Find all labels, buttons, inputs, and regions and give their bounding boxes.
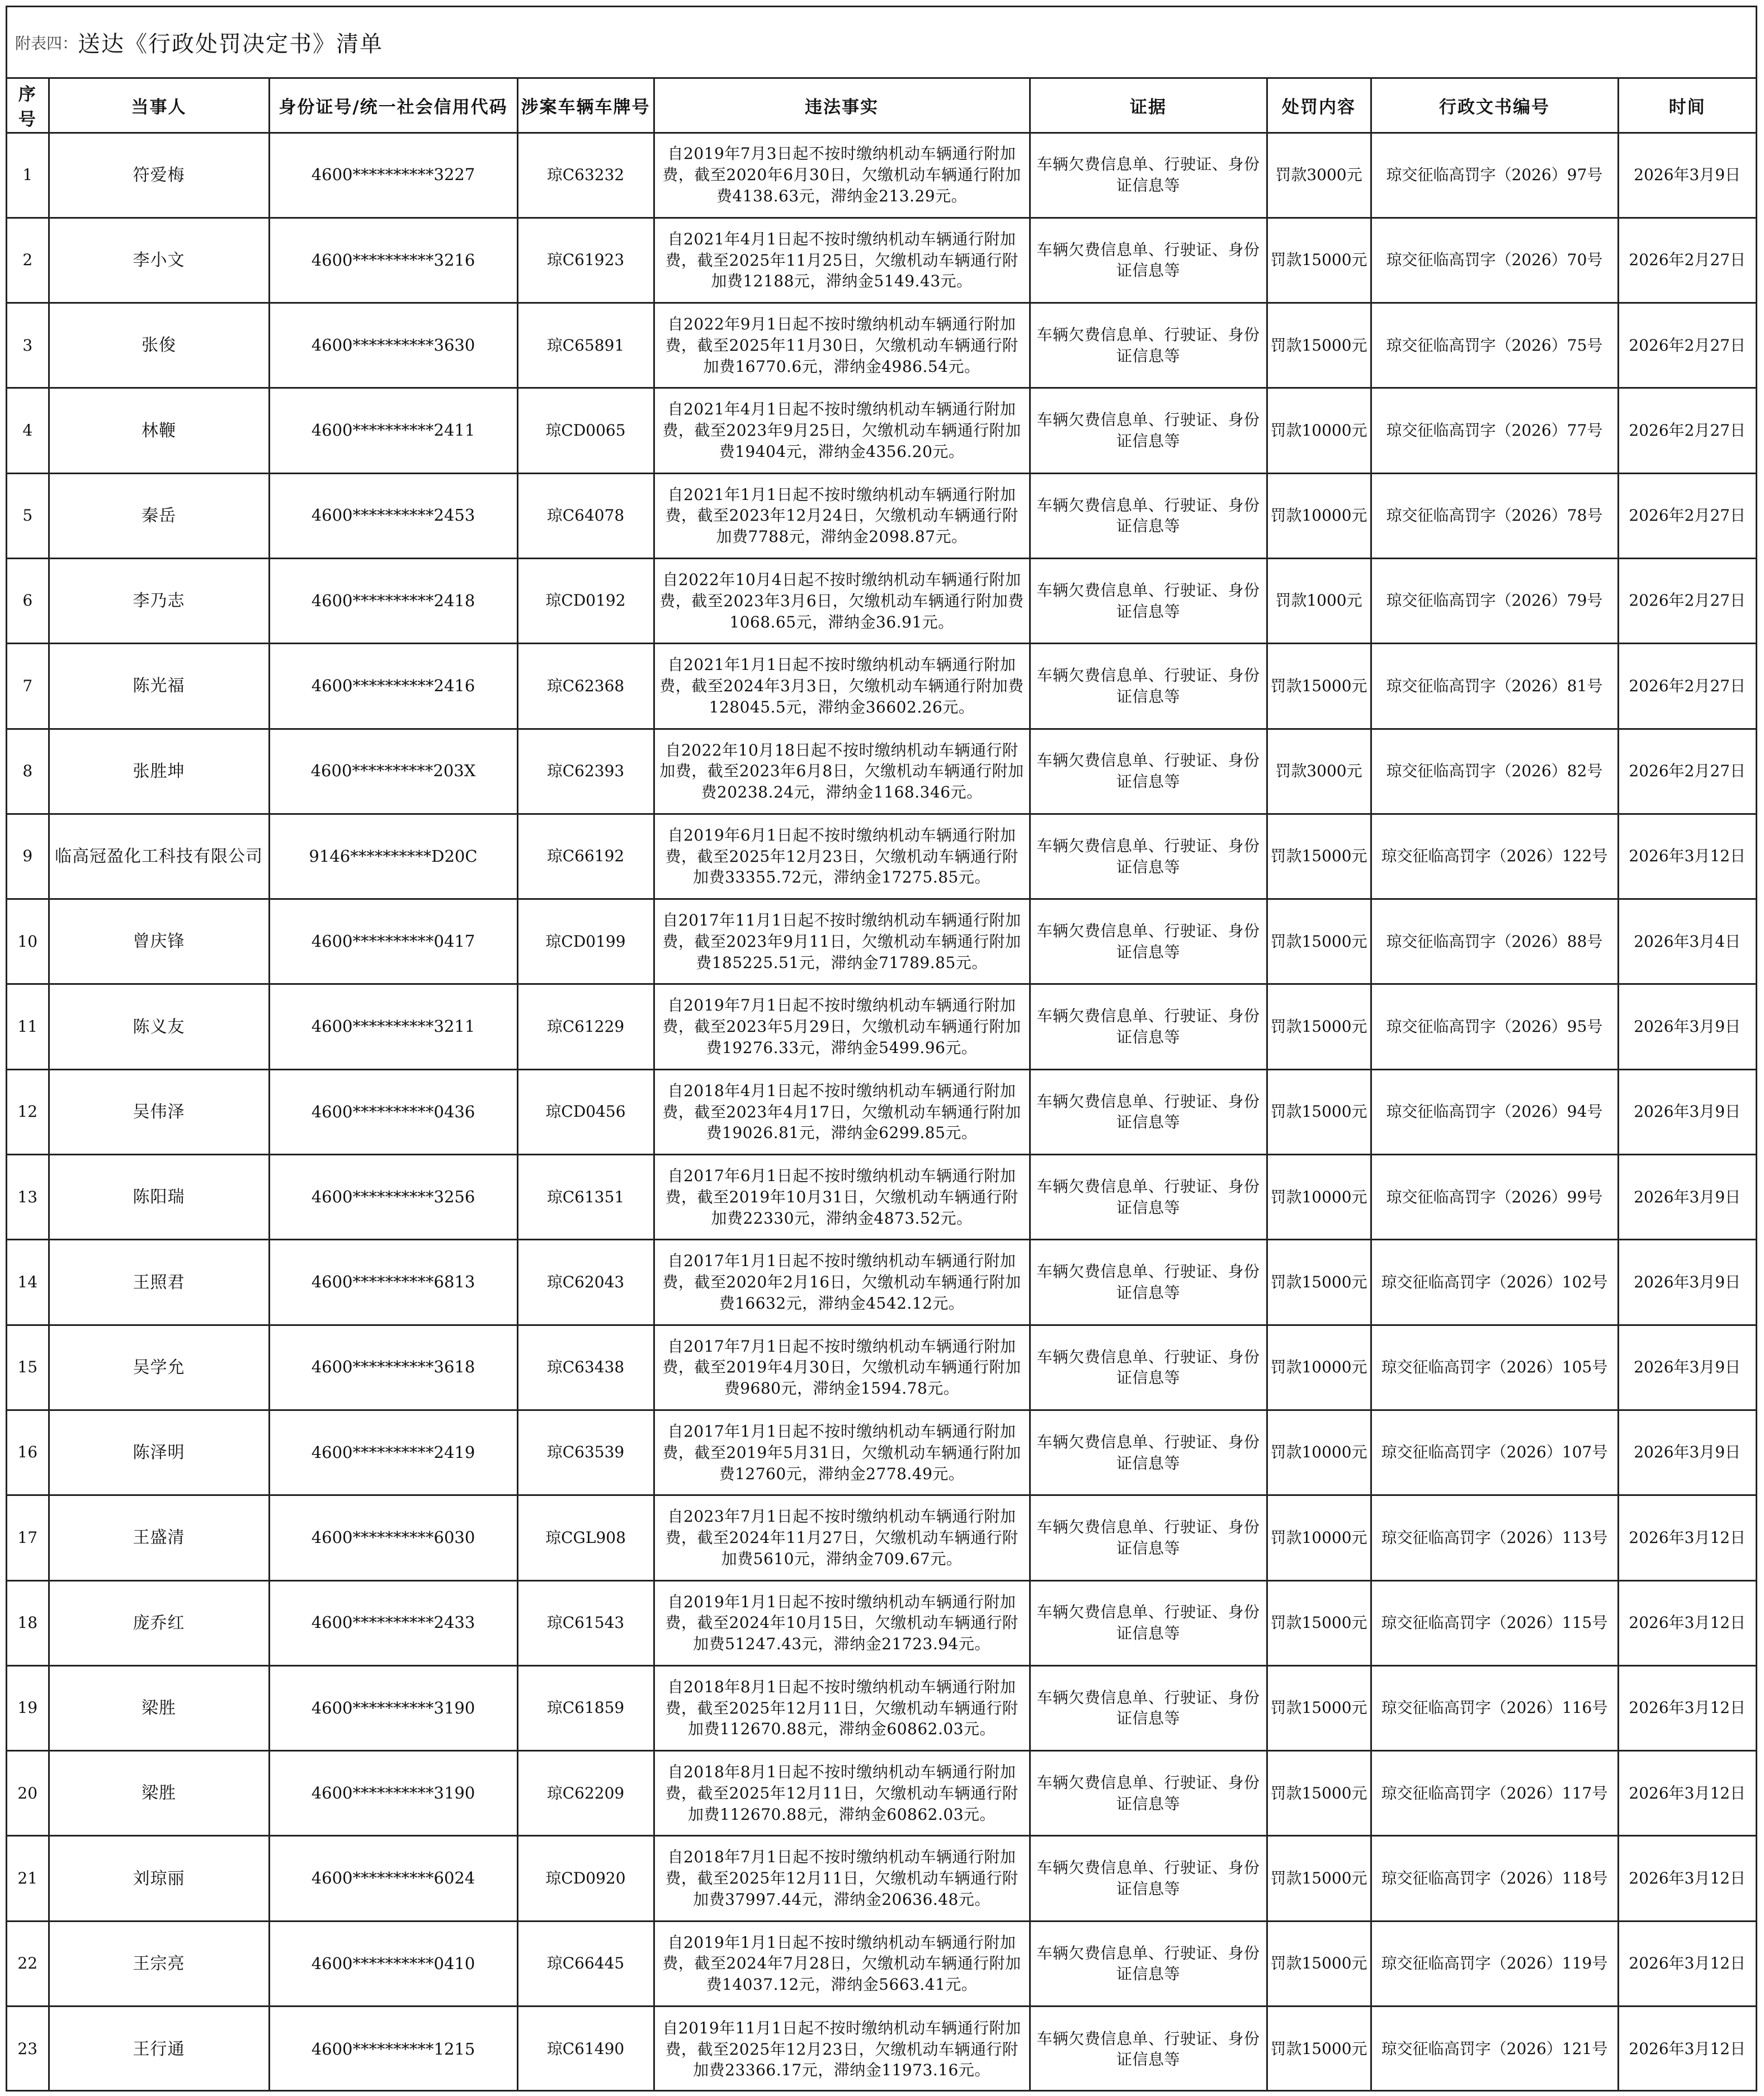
cell-evidence: 车辆欠费信息单、行驶证、身份证信息等	[1030, 1325, 1267, 1410]
cell-doc-number: 琼交征临高罚字（2026）113号	[1371, 1495, 1618, 1580]
cell-evidence: 车辆欠费信息单、行驶证、身份证信息等	[1030, 1751, 1267, 1836]
cell-penalty: 罚款15000元	[1267, 814, 1371, 899]
cell-id-number: 4600**********1215	[269, 2007, 517, 2092]
cell-penalty: 罚款10000元	[1267, 1495, 1371, 1580]
cell-penalty: 罚款15000元	[1267, 303, 1371, 388]
table-row	[7, 133, 1756, 218]
cell-party: 曾庆锋	[49, 899, 269, 984]
cell-no: 8	[7, 729, 49, 814]
cell-date: 2026年3月12日	[1618, 1836, 1756, 1921]
cell-id-number: 4600**********3216	[269, 218, 517, 303]
cell-id-number: 4600**********3630	[269, 303, 517, 388]
cell-plate: 琼CGL908	[517, 1495, 654, 1580]
cell-no: 9	[7, 814, 49, 899]
cell-penalty: 罚款15000元	[1267, 1751, 1371, 1836]
cell-id-number: 4600**********203X	[269, 729, 517, 814]
cell-date: 2026年2月27日	[1618, 473, 1756, 558]
cell-evidence: 车辆欠费信息单、行驶证、身份证信息等	[1030, 1240, 1267, 1325]
table-row	[7, 1325, 1756, 1410]
title-bar	[7, 7, 1756, 79]
cell-doc-number: 琼交征临高罚字（2026）94号	[1371, 1069, 1618, 1154]
cell-doc-number: 琼交征临高罚字（2026）70号	[1371, 218, 1618, 303]
cell-evidence: 车辆欠费信息单、行驶证、身份证信息等	[1030, 1580, 1267, 1665]
table-row	[7, 899, 1756, 984]
cell-evidence: 车辆欠费信息单、行驶证、身份证信息等	[1030, 558, 1267, 643]
table-row	[7, 984, 1756, 1069]
cell-doc-number: 琼交征临高罚字（2026）88号	[1371, 899, 1618, 984]
cell-plate: 琼CD0920	[517, 1836, 654, 1921]
cell-penalty: 罚款1000元	[1267, 558, 1371, 643]
cell-no: 20	[7, 1751, 49, 1836]
cell-date: 2026年3月9日	[1618, 1155, 1756, 1240]
cell-id-number: 4600**********2453	[269, 473, 517, 558]
cell-evidence: 车辆欠费信息单、行驶证、身份证信息等	[1030, 644, 1267, 729]
table-row	[7, 1495, 1756, 1580]
header-penalty: 处罚内容	[1267, 79, 1371, 133]
table-body	[7, 133, 1756, 2092]
header-row	[7, 79, 1756, 133]
cell-no: 7	[7, 644, 49, 729]
cell-party: 刘琼丽	[49, 1836, 269, 1921]
cell-plate: 琼CD0456	[517, 1069, 654, 1154]
cell-party: 陈光福	[49, 644, 269, 729]
cell-penalty: 罚款15000元	[1267, 899, 1371, 984]
cell-doc-number: 琼交征临高罚字（2026）102号	[1371, 1240, 1618, 1325]
cell-date: 2026年3月4日	[1618, 899, 1756, 984]
cell-evidence: 车辆欠费信息单、行驶证、身份证信息等	[1030, 814, 1267, 899]
attachment-label: 附表四：	[15, 34, 78, 53]
cell-plate: 琼CD0065	[517, 388, 654, 473]
cell-party: 陈阳瑞	[49, 1155, 269, 1240]
table-row	[7, 473, 1756, 558]
cell-no: 12	[7, 1069, 49, 1154]
cell-plate: 琼C65891	[517, 303, 654, 388]
cell-party: 秦岳	[49, 473, 269, 558]
table-row	[7, 388, 1756, 473]
cell-evidence: 车辆欠费信息单、行驶证、身份证信息等	[1030, 218, 1267, 303]
cell-party: 陈泽明	[49, 1410, 269, 1495]
cell-evidence: 车辆欠费信息单、行驶证、身份证信息等	[1030, 2007, 1267, 2092]
cell-party: 王行通	[49, 2007, 269, 2092]
cell-doc-number: 琼交征临高罚字（2026）95号	[1371, 984, 1618, 1069]
cell-doc-number: 琼交征临高罚字（2026）116号	[1371, 1665, 1618, 1750]
header-fact: 违法事实	[654, 79, 1030, 133]
table-row	[7, 644, 1756, 729]
cell-plate: 琼C64078	[517, 473, 654, 558]
header-id: 身份证号/统一社会信用代码	[269, 79, 517, 133]
cell-evidence: 车辆欠费信息单、行驶证、身份证信息等	[1030, 1665, 1267, 1750]
table-row	[7, 814, 1756, 899]
cell-doc-number: 琼交征临高罚字（2026）105号	[1371, 1325, 1618, 1410]
cell-penalty: 罚款10000元	[1267, 1155, 1371, 1240]
cell-plate: 琼C61859	[517, 1665, 654, 1750]
cell-violation-fact: 自2022年10月18日起不按时缴纳机动车辆通行附加费，截至2023年6月8日，欠缴机动车辆通行附加费20238.24元，滞纳金1168.346元。	[654, 729, 1030, 814]
cell-no: 4	[7, 388, 49, 473]
table-row	[7, 2007, 1756, 2092]
table-row	[7, 1665, 1756, 1750]
cell-party: 李乃志	[49, 558, 269, 643]
cell-penalty: 罚款15000元	[1267, 1240, 1371, 1325]
cell-id-number: 4600**********0410	[269, 1921, 517, 2006]
cell-party: 张俊	[49, 303, 269, 388]
cell-plate: 琼C61351	[517, 1155, 654, 1240]
cell-date: 2026年3月9日	[1618, 133, 1756, 218]
cell-plate: 琼C61923	[517, 218, 654, 303]
cell-id-number: 9146**********D20C	[269, 814, 517, 899]
document-sheet	[6, 6, 1757, 2092]
cell-violation-fact: 自2019年1月1日起不按时缴纳机动车辆通行附加费，截至2024年7月28日，欠缴机动车辆通行附加费14037.12元，滞纳金5663.41元。	[654, 1921, 1030, 2006]
header-party: 当事人	[49, 79, 269, 133]
cell-penalty: 罚款15000元	[1267, 2007, 1371, 2092]
cell-plate: 琼CD0192	[517, 558, 654, 643]
table-row	[7, 1836, 1756, 1921]
cell-doc-number: 琼交征临高罚字（2026）79号	[1371, 558, 1618, 643]
cell-doc-number: 琼交征临高罚字（2026）78号	[1371, 473, 1618, 558]
cell-violation-fact: 自2017年6月1日起不按时缴纳机动车辆通行附加费，截至2019年10月31日，欠缴机动车辆通行附加费22330元，滞纳金4873.52元。	[654, 1155, 1030, 1240]
cell-no: 17	[7, 1495, 49, 1580]
table-row	[7, 303, 1756, 388]
cell-evidence: 车辆欠费信息单、行驶证、身份证信息等	[1030, 303, 1267, 388]
cell-doc-number: 琼交征临高罚字（2026）115号	[1371, 1580, 1618, 1665]
cell-penalty: 罚款3000元	[1267, 729, 1371, 814]
cell-evidence: 车辆欠费信息单、行驶证、身份证信息等	[1030, 1921, 1267, 2006]
cell-evidence: 车辆欠费信息单、行驶证、身份证信息等	[1030, 1410, 1267, 1495]
table-row	[7, 1580, 1756, 1665]
cell-id-number: 4600**********2416	[269, 644, 517, 729]
cell-violation-fact: 自2019年1月1日起不按时缴纳机动车辆通行附加费，截至2024年10月15日，欠缴机动车辆通行附加费51247.43元，滞纳金21723.94元。	[654, 1580, 1030, 1665]
cell-violation-fact: 自2023年7月1日起不按时缴纳机动车辆通行附加费，截至2024年11月27日，欠缴机动车辆通行附加费5610元，滞纳金709.67元。	[654, 1495, 1030, 1580]
cell-party: 王宗亮	[49, 1921, 269, 2006]
cell-plate: 琼C66192	[517, 814, 654, 899]
cell-no: 13	[7, 1155, 49, 1240]
cell-party: 陈义友	[49, 984, 269, 1069]
cell-doc-number: 琼交征临高罚字（2026）118号	[1371, 1836, 1618, 1921]
cell-violation-fact: 自2018年7月1日起不按时缴纳机动车辆通行附加费，截至2025年12月11日，欠缴机动车辆通行附加费37997.44元，滞纳金20636.48元。	[654, 1836, 1030, 1921]
cell-party: 符爱梅	[49, 133, 269, 218]
cell-doc-number: 琼交征临高罚字（2026）99号	[1371, 1155, 1618, 1240]
cell-date: 2026年3月12日	[1618, 1495, 1756, 1580]
document-title: 送达《行政处罚决定书》清单	[78, 31, 384, 57]
header-evidence: 证据	[1030, 79, 1267, 133]
cell-party: 吴学允	[49, 1325, 269, 1410]
cell-date: 2026年3月12日	[1618, 814, 1756, 899]
cell-date: 2026年3月9日	[1618, 984, 1756, 1069]
cell-no: 18	[7, 1580, 49, 1665]
cell-penalty: 罚款10000元	[1267, 1410, 1371, 1495]
cell-doc-number: 琼交征临高罚字（2026）107号	[1371, 1410, 1618, 1495]
cell-date: 2026年2月27日	[1618, 388, 1756, 473]
cell-no: 16	[7, 1410, 49, 1495]
cell-id-number: 4600**********3211	[269, 984, 517, 1069]
cell-date: 2026年3月12日	[1618, 2007, 1756, 2092]
cell-date: 2026年3月12日	[1618, 1665, 1756, 1750]
cell-date: 2026年2月27日	[1618, 729, 1756, 814]
table-row	[7, 729, 1756, 814]
cell-date: 2026年2月27日	[1618, 218, 1756, 303]
table-row	[7, 558, 1756, 643]
cell-doc-number: 琼交征临高罚字（2026）82号	[1371, 729, 1618, 814]
cell-id-number: 4600**********2418	[269, 558, 517, 643]
cell-party: 王盛清	[49, 1495, 269, 1580]
cell-id-number: 4600**********6024	[269, 1836, 517, 1921]
table-row	[7, 1921, 1756, 2006]
table-row	[7, 1410, 1756, 1495]
cell-id-number: 4600**********6813	[269, 1240, 517, 1325]
cell-id-number: 4600**********2419	[269, 1410, 517, 1495]
cell-plate: 琼C63438	[517, 1325, 654, 1410]
cell-no: 1	[7, 133, 49, 218]
cell-date: 2026年3月12日	[1618, 1751, 1756, 1836]
cell-plate: 琼C66445	[517, 1921, 654, 2006]
cell-violation-fact: 自2019年7月3日起不按时缴纳机动车辆通行附加费，截至2020年6月30日，欠缴机动车辆通行附加费4138.63元，滞纳金213.29元。	[654, 133, 1030, 218]
cell-no: 15	[7, 1325, 49, 1410]
cell-plate: 琼C61229	[517, 984, 654, 1069]
cell-no: 21	[7, 1836, 49, 1921]
header-date: 时间	[1618, 79, 1756, 133]
cell-violation-fact: 自2022年9月1日起不按时缴纳机动车辆通行附加费，截至2025年11月30日，欠缴机动车辆通行附加费16770.6元，滞纳金4986.54元。	[654, 303, 1030, 388]
cell-violation-fact: 自2019年6月1日起不按时缴纳机动车辆通行附加费，截至2025年12月23日，欠缴机动车辆通行附加费33355.72元，滞纳金17275.85元。	[654, 814, 1030, 899]
cell-date: 2026年3月9日	[1618, 1240, 1756, 1325]
cell-evidence: 车辆欠费信息单、行驶证、身份证信息等	[1030, 729, 1267, 814]
cell-id-number: 4600**********6030	[269, 1495, 517, 1580]
cell-violation-fact: 自2017年1月1日起不按时缴纳机动车辆通行附加费，截至2020年2月16日，欠缴机动车辆通行附加费16632元，滞纳金4542.12元。	[654, 1240, 1030, 1325]
cell-plate: 琼C61543	[517, 1580, 654, 1665]
cell-party: 临高冠盈化工科技有限公司	[49, 814, 269, 899]
header-no: 序号	[7, 79, 49, 133]
cell-penalty: 罚款15000元	[1267, 644, 1371, 729]
cell-penalty: 罚款10000元	[1267, 473, 1371, 558]
cell-penalty: 罚款15000元	[1267, 1836, 1371, 1921]
cell-id-number: 4600**********3190	[269, 1751, 517, 1836]
cell-party: 李小文	[49, 218, 269, 303]
cell-plate: 琼C62393	[517, 729, 654, 814]
cell-no: 11	[7, 984, 49, 1069]
cell-violation-fact: 自2021年1月1日起不按时缴纳机动车辆通行附加费，截至2023年12月24日，欠缴机动车辆通行附加费7788元，滞纳金2098.87元。	[654, 473, 1030, 558]
cell-plate: 琼C63232	[517, 133, 654, 218]
cell-violation-fact: 自2019年11月1日起不按时缴纳机动车辆通行附加费，截至2025年12月23日，欠缴机动车辆通行附加费23366.17元，滞纳金11973.16元。	[654, 2007, 1030, 2092]
cell-violation-fact: 自2018年4月1日起不按时缴纳机动车辆通行附加费，截至2023年4月17日，欠缴机动车辆通行附加费19026.81元，滞纳金6299.85元。	[654, 1069, 1030, 1154]
header-plate: 涉案车辆车牌号	[517, 79, 654, 133]
cell-id-number: 4600**********2411	[269, 388, 517, 473]
cell-no: 10	[7, 899, 49, 984]
cell-party: 梁胜	[49, 1751, 269, 1836]
cell-date: 2026年3月9日	[1618, 1069, 1756, 1154]
cell-date: 2026年2月27日	[1618, 558, 1756, 643]
cell-no: 2	[7, 218, 49, 303]
cell-id-number: 4600**********3256	[269, 1155, 517, 1240]
table-row	[7, 1155, 1756, 1240]
table-row	[7, 1751, 1756, 1836]
cell-doc-number: 琼交征临高罚字（2026）119号	[1371, 1921, 1618, 2006]
cell-party: 梁胜	[49, 1665, 269, 1750]
cell-violation-fact: 自2018年8月1日起不按时缴纳机动车辆通行附加费，截至2025年12月11日，欠缴机动车辆通行附加费112670.88元，滞纳金60862.03元。	[654, 1751, 1030, 1836]
cell-plate: 琼C61490	[517, 2007, 654, 2092]
cell-plate: 琼C62043	[517, 1240, 654, 1325]
table-row	[7, 218, 1756, 303]
cell-violation-fact: 自2017年11月1日起不按时缴纳机动车辆通行附加费，截至2023年9月11日，欠缴机动车辆通行附加费185225.51元，滞纳金71789.85元。	[654, 899, 1030, 984]
header-doc-number: 行政文书编号	[1371, 79, 1618, 133]
cell-no: 23	[7, 2007, 49, 2092]
cell-doc-number: 琼交征临高罚字（2026）117号	[1371, 1751, 1618, 1836]
cell-plate: 琼C62209	[517, 1751, 654, 1836]
cell-id-number: 4600**********2433	[269, 1580, 517, 1665]
cell-evidence: 车辆欠费信息单、行驶证、身份证信息等	[1030, 1495, 1267, 1580]
cell-date: 2026年3月9日	[1618, 1325, 1756, 1410]
cell-date: 2026年3月12日	[1618, 1580, 1756, 1665]
cell-no: 5	[7, 473, 49, 558]
cell-violation-fact: 自2017年1月1日起不按时缴纳机动车辆通行附加费，截至2019年5月31日，欠缴机动车辆通行附加费12760元，滞纳金2778.49元。	[654, 1410, 1030, 1495]
cell-no: 19	[7, 1665, 49, 1750]
cell-id-number: 4600**********0417	[269, 899, 517, 984]
cell-violation-fact: 自2021年4月1日起不按时缴纳机动车辆通行附加费，截至2025年11月25日，欠缴机动车辆通行附加费12188元，滞纳金5149.43元。	[654, 218, 1030, 303]
cell-violation-fact: 自2017年7月1日起不按时缴纳机动车辆通行附加费，截至2019年4月30日，欠缴机动车辆通行附加费9680元，滞纳金1594.78元。	[654, 1325, 1030, 1410]
cell-penalty: 罚款15000元	[1267, 218, 1371, 303]
cell-id-number: 4600**********0436	[269, 1069, 517, 1154]
cell-no: 6	[7, 558, 49, 643]
cell-penalty: 罚款3000元	[1267, 133, 1371, 218]
cell-no: 22	[7, 1921, 49, 2006]
cell-violation-fact: 自2019年7月1日起不按时缴纳机动车辆通行附加费，截至2023年5月29日，欠缴机动车辆通行附加费19276.33元，滞纳金5499.96元。	[654, 984, 1030, 1069]
cell-violation-fact: 自2022年10月4日起不按时缴纳机动车辆通行附加费，截至2023年3月6日，欠缴机动车辆通行附加费1068.65元，滞纳金36.91元。	[654, 558, 1030, 643]
cell-date: 2026年3月12日	[1618, 1921, 1756, 2006]
cell-penalty: 罚款15000元	[1267, 984, 1371, 1069]
cell-party: 庞乔红	[49, 1580, 269, 1665]
cell-penalty: 罚款15000元	[1267, 1665, 1371, 1750]
cell-party: 王照君	[49, 1240, 269, 1325]
cell-penalty: 罚款10000元	[1267, 1325, 1371, 1410]
cell-evidence: 车辆欠费信息单、行驶证、身份证信息等	[1030, 984, 1267, 1069]
cell-evidence: 车辆欠费信息单、行驶证、身份证信息等	[1030, 133, 1267, 218]
cell-id-number: 4600**********3227	[269, 133, 517, 218]
table-row	[7, 1240, 1756, 1325]
cell-evidence: 车辆欠费信息单、行驶证、身份证信息等	[1030, 388, 1267, 473]
cell-violation-fact: 自2018年8月1日起不按时缴纳机动车辆通行附加费，截至2025年12月11日，欠缴机动车辆通行附加费112670.88元，滞纳金60862.03元。	[654, 1665, 1030, 1750]
cell-evidence: 车辆欠费信息单、行驶证、身份证信息等	[1030, 899, 1267, 984]
cell-plate: 琼CD0199	[517, 899, 654, 984]
cell-doc-number: 琼交征临高罚字（2026）77号	[1371, 388, 1618, 473]
cell-id-number: 4600**********3190	[269, 1665, 517, 1750]
cell-party: 吴伟泽	[49, 1069, 269, 1154]
cell-penalty: 罚款15000元	[1267, 1069, 1371, 1154]
cell-evidence: 车辆欠费信息单、行驶证、身份证信息等	[1030, 473, 1267, 558]
cell-evidence: 车辆欠费信息单、行驶证、身份证信息等	[1030, 1155, 1267, 1240]
cell-date: 2026年3月9日	[1618, 1410, 1756, 1495]
cell-penalty: 罚款15000元	[1267, 1921, 1371, 2006]
cell-doc-number: 琼交征临高罚字（2026）121号	[1371, 2007, 1618, 2092]
cell-party: 林鞭	[49, 388, 269, 473]
cell-violation-fact: 自2021年1月1日起不按时缴纳机动车辆通行附加费，截至2024年3月3日，欠缴机动车辆通行附加费128045.5元，滞纳金36602.26元。	[654, 644, 1030, 729]
cell-plate: 琼C63539	[517, 1410, 654, 1495]
cell-penalty: 罚款10000元	[1267, 388, 1371, 473]
cell-no: 3	[7, 303, 49, 388]
cell-doc-number: 琼交征临高罚字（2026）97号	[1371, 133, 1618, 218]
cell-penalty: 罚款15000元	[1267, 1580, 1371, 1665]
cell-doc-number: 琼交征临高罚字（2026）81号	[1371, 644, 1618, 729]
cell-id-number: 4600**********3618	[269, 1325, 517, 1410]
cell-doc-number: 琼交征临高罚字（2026）122号	[1371, 814, 1618, 899]
table-row	[7, 1069, 1756, 1154]
penalty-list-table	[7, 79, 1756, 2092]
cell-evidence: 车辆欠费信息单、行驶证、身份证信息等	[1030, 1069, 1267, 1154]
cell-party: 张胜坤	[49, 729, 269, 814]
cell-date: 2026年2月27日	[1618, 303, 1756, 388]
cell-violation-fact: 自2021年4月1日起不按时缴纳机动车辆通行附加费，截至2023年9月25日，欠缴机动车辆通行附加费19404元，滞纳金4356.20元。	[654, 388, 1030, 473]
cell-doc-number: 琼交征临高罚字（2026）75号	[1371, 303, 1618, 388]
cell-date: 2026年2月27日	[1618, 644, 1756, 729]
cell-evidence: 车辆欠费信息单、行驶证、身份证信息等	[1030, 1836, 1267, 1921]
cell-no: 14	[7, 1240, 49, 1325]
cell-plate: 琼C62368	[517, 644, 654, 729]
